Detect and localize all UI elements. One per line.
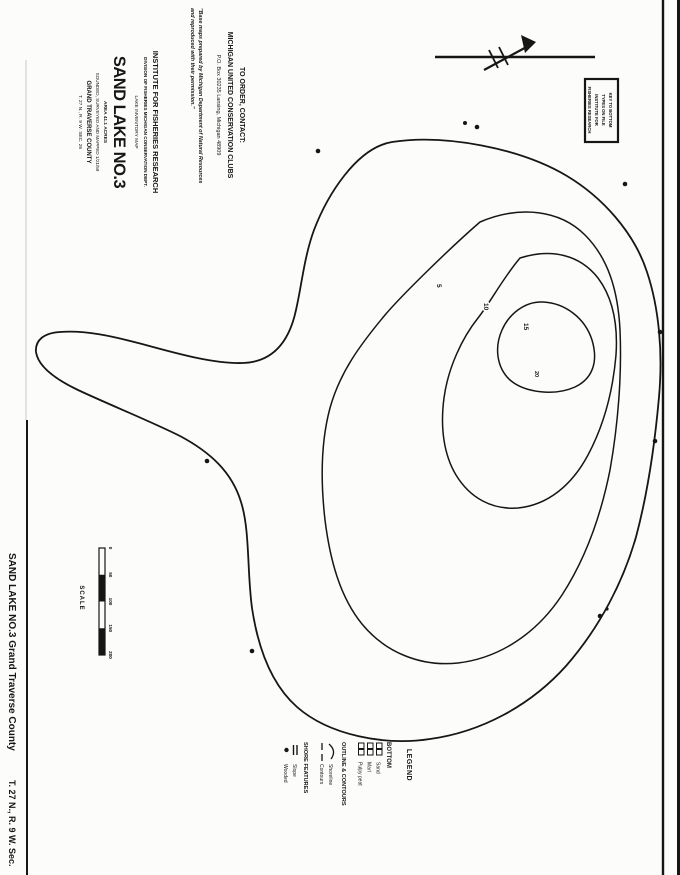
county-line: GRAND TRAVERSE COUNTY	[85, 80, 91, 164]
legend-item-pulpy-peat: Pulpy peat	[356, 762, 363, 786]
stamp-line: KEY TO BOTTOM	[608, 92, 613, 128]
order-address: P.O. Box 30235 Lansing, Michigan 48909	[215, 54, 221, 156]
legend-bottom-header: BOTTOM	[385, 742, 391, 768]
wooded-dot-icon	[605, 607, 608, 610]
legend-item-shoreline: Shoreline	[327, 764, 333, 786]
wooded-dot-icon	[598, 614, 603, 619]
wooded-dot-icon	[653, 439, 658, 444]
sand-swatch-icon	[377, 750, 383, 756]
legend-item-marl: Marl	[365, 762, 372, 772]
legend-shore-header: SHORE FEATURES	[302, 742, 308, 794]
footer-township-label: T. 27 N., R. 9 W. Sec.	[7, 780, 17, 867]
order-quote-line2: and reproduced with their permission."	[189, 8, 195, 109]
order-quote-line1: "Base maps prepared by Michigan Department of Natural Resources	[197, 8, 203, 184]
scale-tick-150: 150	[108, 624, 113, 633]
wooded-dot-icon	[316, 149, 321, 154]
legend-item-sand: Sand	[374, 762, 381, 774]
depth-label-10: 10	[482, 303, 489, 311]
legend-item-contours: Contours	[318, 764, 324, 785]
stamp-line: FISHERIES RESEARCH	[587, 86, 592, 134]
lake-name-title: SAND LAKE NO.3	[110, 55, 128, 189]
shore-feature-dots-group	[205, 121, 663, 653]
shoreline-path	[36, 140, 661, 741]
scale-tick-200: 200	[108, 651, 113, 659]
legend-title: LEGEND	[405, 748, 412, 782]
stamp-line: INSTITUTE FOR	[594, 94, 599, 126]
township-line: T. 27 N., R. 9 W. SEC. 26	[77, 94, 82, 150]
sand-swatch-icon	[377, 743, 383, 749]
legend-item-wooded: Wooded	[282, 764, 288, 783]
wooded-dot-icon	[250, 649, 255, 654]
north-arrow-icon	[435, 35, 595, 70]
contour-5ft-path	[322, 212, 620, 664]
pulpy-peat-swatch-icon	[359, 750, 365, 756]
wooded-symbol-icon	[284, 748, 288, 752]
wooded-dot-icon	[623, 182, 628, 187]
order-org-name: MICHIGAN UNITED CONSERVATION CLUBS	[226, 31, 233, 179]
lake-contours-group	[36, 140, 661, 741]
stamp-line: TYPES ON FILE	[601, 94, 606, 126]
institute-name: INSTITUTE FOR FISHERIES RESEARCH	[151, 50, 160, 194]
scale-tick-0: 0	[108, 546, 113, 550]
contour-10ft-path	[443, 254, 617, 509]
stamp-box	[585, 79, 618, 142]
depth-label-15: 15	[522, 323, 529, 331]
depth-labels-group	[435, 284, 539, 377]
scale-bar-group	[78, 547, 113, 660]
scale-tick-100: 100	[108, 597, 113, 606]
wooded-dot-icon	[463, 121, 467, 125]
scale-tick-50: 50	[108, 572, 113, 578]
map-type-line: LAKE INVENTORY MAP	[133, 95, 138, 149]
footer-lake-label: SAND LAKE NO.3 Grand Traverse County	[6, 553, 17, 751]
wooded-dot-icon	[475, 125, 480, 130]
order-contact-block	[189, 8, 245, 183]
lake-area-line: AREA 41.1 ACRES	[102, 100, 107, 144]
marl-swatch-icon	[368, 743, 374, 749]
division-line: DIVISION OF FISHERIES MICHIGAN CONSERVATION DEPT.	[143, 57, 148, 187]
rotated-landscape-group	[6, 0, 680, 875]
shoreline-symbol-icon	[329, 744, 334, 759]
wooded-dot-icon	[658, 330, 663, 335]
scale-bar-segment	[99, 628, 105, 655]
marl-swatch-icon	[368, 750, 374, 756]
map-title-block	[77, 51, 160, 194]
contour-15ft-path	[498, 302, 595, 392]
pulpy-peat-swatch-icon	[359, 743, 365, 749]
wooded-dot-icon	[205, 459, 210, 464]
scale-caption: SCALE	[78, 585, 84, 611]
depth-label-20: 20	[533, 371, 539, 378]
order-contact-heading: TO ORDER, CONTACT:	[238, 67, 245, 143]
legend-block	[282, 742, 412, 806]
depth-label-5: 5	[435, 284, 442, 288]
legend-item-slope: Slope	[291, 764, 297, 777]
scale-bar-segment	[99, 575, 105, 602]
legend-outline-header: OUTLINE & CONTOURS	[340, 742, 346, 806]
survey-date-line: SOUNDED, SURVEYED AND MAPPED 1/21/59	[95, 72, 100, 172]
